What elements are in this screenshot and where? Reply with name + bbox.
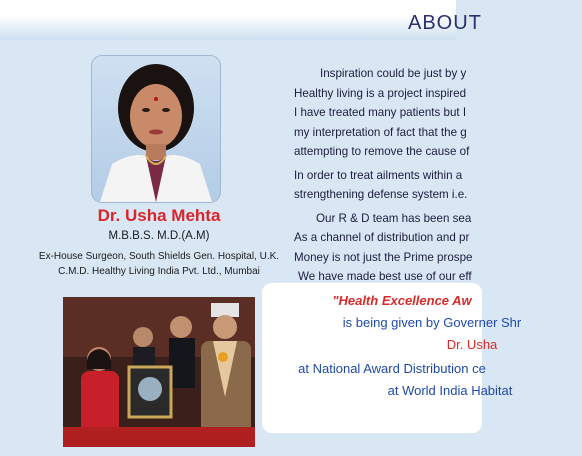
award-line: at World India Habitat xyxy=(387,383,513,398)
award-photo-illustration xyxy=(63,297,255,447)
about-line: Money is not just the Prime prospe xyxy=(294,250,473,264)
about-line: attempting to remove the cause of xyxy=(294,145,470,158)
about-line: Inspiration could be just by y xyxy=(320,67,467,80)
doctor-name: Dr. Usha Mehta xyxy=(97,206,221,225)
page-title: ABOUT xyxy=(408,12,482,34)
about-line: Healthy living is a project inspired xyxy=(294,86,467,100)
award-ceremony-photo xyxy=(63,297,255,447)
doctor-degree: M.B.B.S. M.D.(A.M) xyxy=(108,230,210,242)
award-line: at National Award Distribution ce xyxy=(298,361,486,376)
about-line: I have treated many patients but I xyxy=(294,106,467,119)
credential-line: C.M.D. Healthy Living India Pvt. Ltd., Mumbai xyxy=(58,266,260,277)
award-line: "Health Excellence Aw xyxy=(332,293,472,308)
about-line: We have made best use of our eff xyxy=(298,270,472,283)
about-line: As a channel of distribution and pr xyxy=(294,231,470,244)
award-description-card xyxy=(262,283,522,433)
doctor-portrait-photo xyxy=(92,56,220,202)
credential-line: Ex-House Surgeon, South Shields Gen. Hospital, U.K. xyxy=(38,251,280,262)
award-line: is being given by Governer Shr xyxy=(342,315,522,330)
about-line: strengthening defense system i.e. xyxy=(294,188,468,201)
about-line: my interpretation of fact that the g xyxy=(294,125,467,139)
about-line: Our R & D team has been sea xyxy=(316,211,472,225)
portrait-illustration xyxy=(92,56,220,202)
about-paragraph xyxy=(294,64,494,287)
header-band xyxy=(0,0,456,40)
award-line: Dr. Usha xyxy=(446,337,498,352)
about-line: In order to treat ailments within a xyxy=(294,168,463,182)
